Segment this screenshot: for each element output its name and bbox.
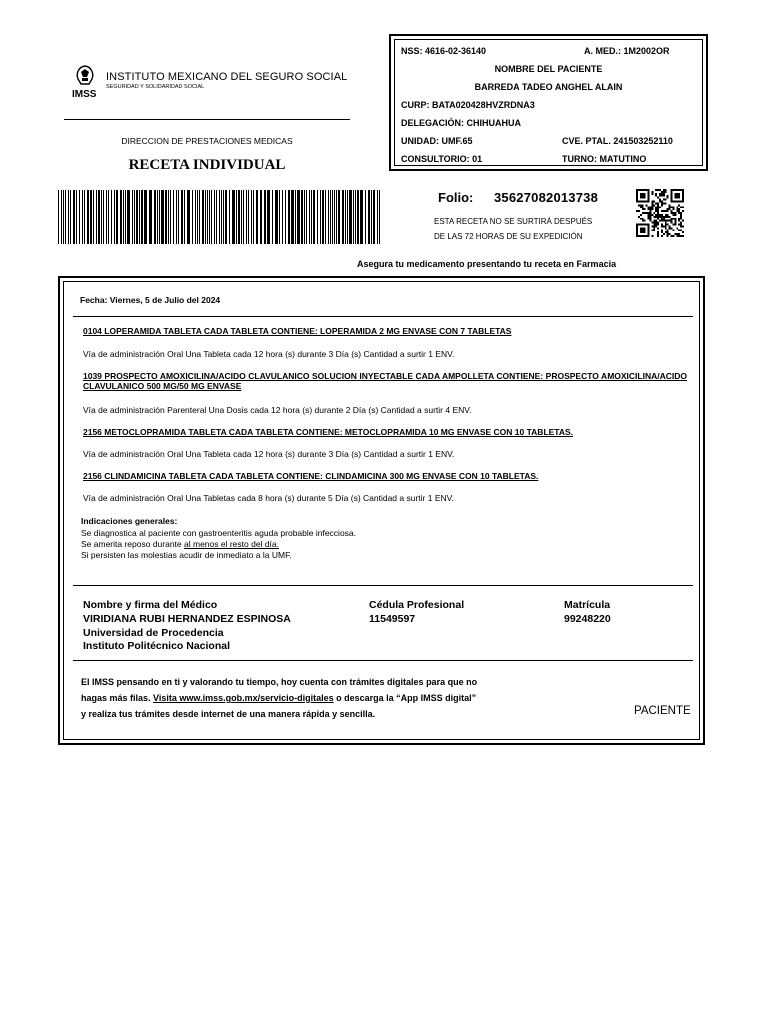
medication-administration: Vía de administración Oral Una Tabletas cada 8 hora (s) durante 5 Día (s) Cantidad a surtir 1 ENV.	[83, 493, 454, 503]
office-value: CONSULTORIO: 01	[401, 154, 483, 164]
footer-text: o descarga la “App IMSS digital”	[333, 693, 477, 703]
department-name: DIRECCION DE PRESTACIONES MEDICAS	[121, 136, 293, 146]
indication-line: Si persisten las molestias acudir de inmediato a la UMF.	[81, 550, 292, 560]
employee-id-label: Matrícula	[564, 599, 611, 611]
patient-info-box	[389, 34, 708, 171]
doctor-divider	[73, 660, 693, 661]
university-label: Universidad de Procedencia	[83, 627, 224, 639]
medical-assignment: A. MED.: 1M2002OR	[584, 46, 670, 56]
digital-services-message	[81, 674, 601, 722]
document-title: RECETA INDIVIDUAL	[128, 157, 286, 173]
unit-value: UNIDAD: UMF.65	[401, 136, 473, 146]
shift-value: TURNO: MATUTINO	[562, 154, 647, 164]
university-name: Instituto Politécnico Nacional	[83, 640, 231, 652]
footer-text: hagas más filas.	[81, 693, 154, 703]
footer-line	[81, 690, 601, 706]
institution-tagline: SEGURIDAD Y SOLIDARIDAD SOCIAL	[106, 84, 205, 90]
logo-text: IMSS	[72, 89, 97, 98]
copy-label: PACIENTE	[634, 705, 691, 717]
doctor-name-label: Nombre y firma del Médico	[83, 599, 218, 611]
folio-number: 35627082013738	[494, 190, 599, 205]
indication-line: Se diagnostica al paciente con gastroenteritis aguda probable infecciosa.	[81, 528, 357, 538]
medication-name: 0104 LOPERAMIDA TABLETA CADA TABLETA CONTIENE: LOPERAMIDA 2 MG ENVASE CON 7 TABLETAS	[83, 326, 512, 336]
license-label: Cédula Profesional	[369, 599, 465, 611]
patient-name: BARREDA TADEO ANGHEL ALAIN	[474, 82, 623, 92]
footer-line: El IMSS pensando en ti y valorando tu tiempo, hoy cuenta con trámites digitales para que no	[81, 677, 478, 687]
postal-key: CVE. PTAL. 241503252110	[562, 136, 673, 146]
license-number: 11549597	[369, 613, 416, 625]
medication-name: 2156 METOCLOPRAMIDA TABLETA CADA TABLETA CONTIENE: METOCLOPRAMIDA 10 MG ENVASE CON 10 TABLETAS.	[83, 427, 574, 437]
delegation-value: DELEGACIÓN: CHIHUAHUA	[401, 118, 521, 128]
folio-label: Folio:	[438, 190, 474, 205]
curp-value: CURP: BATA020428HVZRDNA3	[401, 100, 535, 110]
date-divider	[73, 316, 693, 317]
expiration-note-line1: ESTA RECETA NO SE SURTIRÁ DESPUÉS	[434, 217, 593, 226]
footer-line: y realiza tus trámites desde internet de una manera rápida y sencilla.	[81, 709, 376, 719]
general-indications-title: Indicaciones generales:	[81, 516, 178, 526]
nss-value: NSS: 4616-02-36140	[401, 46, 487, 56]
medication-administration: Vía de administración Oral Una Tableta cada 12 hora (s) durante 3 Día (s) Cantidad a surtir 1 ENV.	[83, 449, 455, 459]
prescription-date: Fecha: Viernes, 5 de Julio del 2024	[80, 295, 221, 305]
medication-administration: Vía de administración Oral Una Tableta cada 12 hora (s) durante 3 Día (s) Cantidad a surtir 1 ENV.	[83, 349, 455, 359]
indication-line	[81, 539, 279, 549]
expiration-note	[434, 214, 624, 244]
header-divider	[64, 119, 350, 120]
qr-code-image	[636, 189, 684, 237]
barcode-image	[58, 190, 382, 246]
indication-emphasis: al menos el resto del día.	[184, 539, 279, 549]
pharmacy-notice: Asegura tu medicamento presentando tu receta en Farmacia	[357, 259, 617, 269]
medication-name: 2156 CLINDAMICINA TABLETA CADA TABLETA CONTIENE: CLINDAMICINA 300 MG ENVASE CON 10 TABLETAS.	[83, 471, 539, 481]
imss-logo-icon	[72, 64, 98, 98]
employee-id: 99248220	[564, 613, 611, 625]
patient-name-label: NOMBRE DEL PACIENTE	[494, 64, 603, 74]
indication-text: Se amerita reposo durante	[81, 539, 185, 549]
medication-administration: Vía de administración Parenteral Una Dosis cada 12 hora (s) durante 2 Día (s) Cantidad a surtir 4 ENV.	[83, 405, 472, 415]
indications-divider	[73, 585, 693, 586]
medication-name: 1039 PROSPECTO AMOXICILINA/ACIDO CLAVULANICO SOLUCION INYECTABLE CADA AMPOLLETA CONTIENE: PROSPECTO AMOXICILINA/ACIDO CLAVULANICO 500 MG/50 MG ENVASE	[83, 371, 687, 391]
institution-name: INSTITUTO MEXICANO DEL SEGURO SOCIAL	[106, 71, 348, 83]
imss-website-link[interactable]: Visita www.imss.gob.mx/servicio-digitales	[153, 693, 334, 703]
expiration-note-line2: DE LAS 72 HORAS DE SU EXPEDICIÓN	[434, 232, 583, 241]
doctor-name: VIRIDIANA RUBI HERNANDEZ ESPINOSA	[83, 613, 291, 625]
